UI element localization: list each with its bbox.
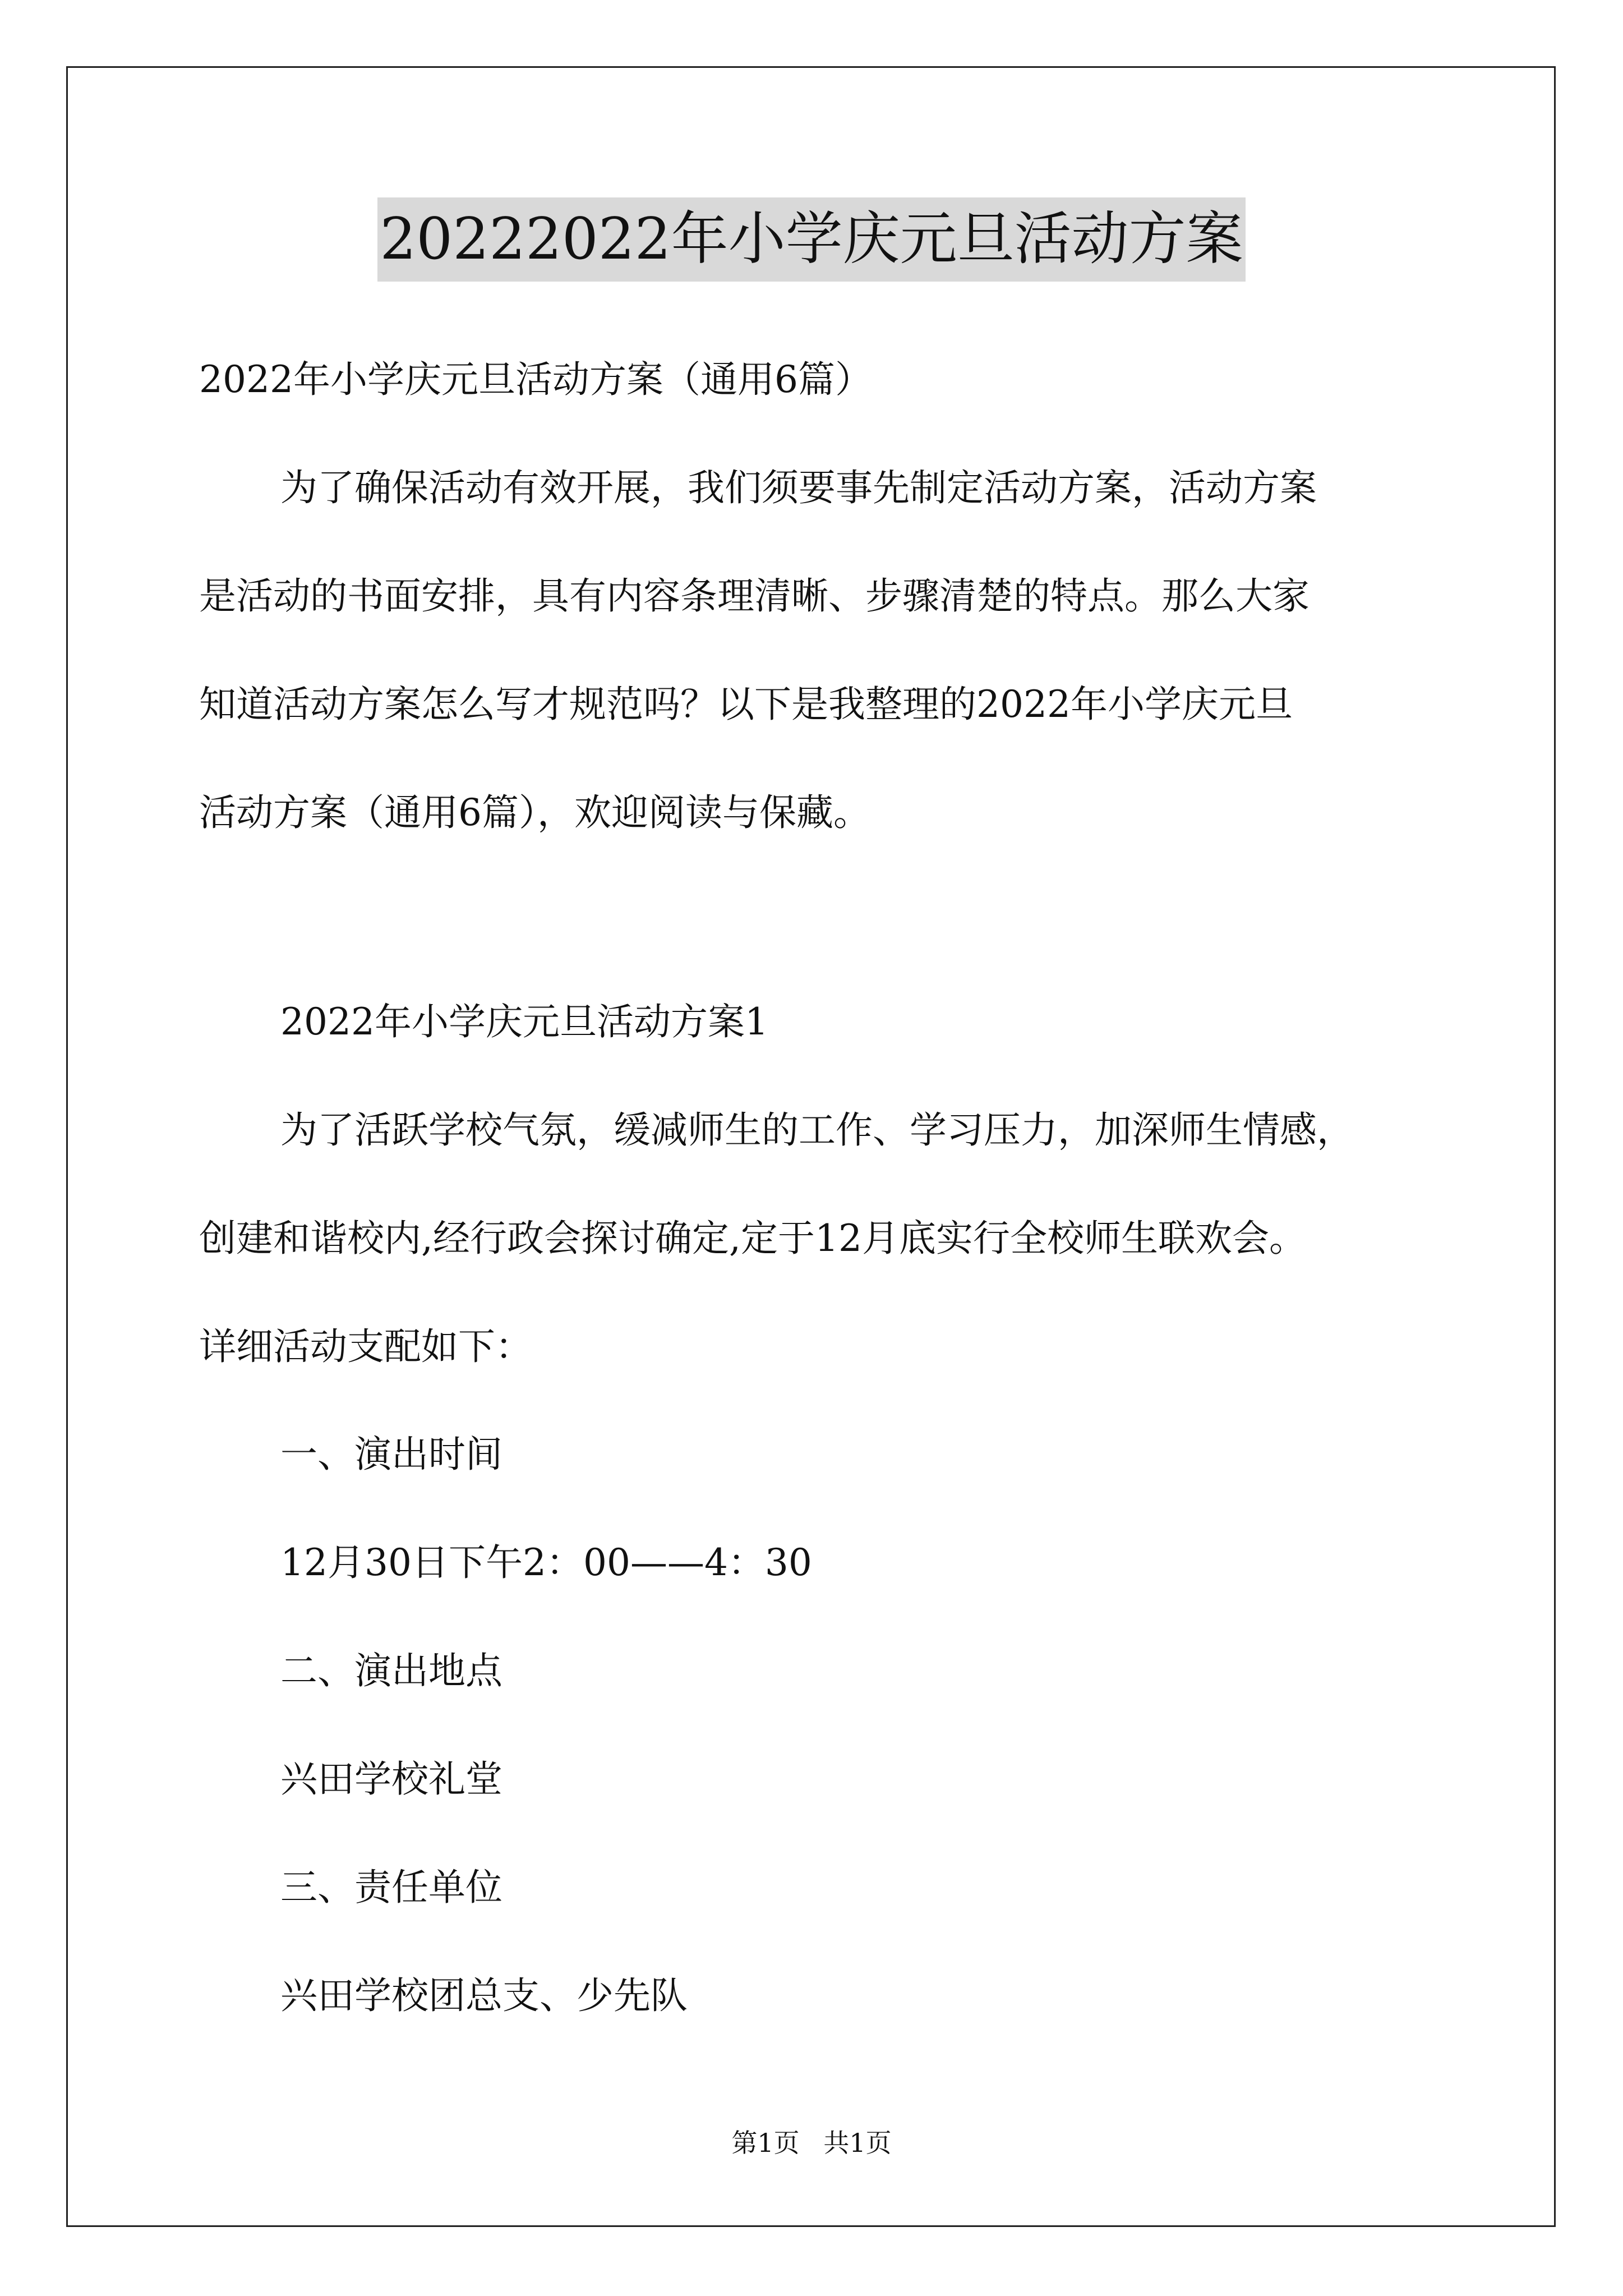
- title-block: [0, 197, 1623, 282]
- body-line: 详细活动支配如下：: [199, 1325, 532, 1368]
- intro-line: 为了确保活动有效开展，我们须要事先制定活动方案，活动方案: [280, 466, 1317, 509]
- item-heading: 二、演出地点: [280, 1649, 502, 1692]
- intro-line: 是活动的书面安排，具有内容条理清晰、步骤清楚的特点。那么大家: [199, 574, 1310, 618]
- item-heading: 一、演出时间: [280, 1433, 502, 1476]
- item-text: 12月30日下午2：00——4：30: [280, 1541, 812, 1584]
- section-heading: 2022年小学庆元旦活动方案1: [280, 1000, 768, 1043]
- item-heading: 三、责任单位: [280, 1866, 502, 1909]
- page-number: 第1页: [731, 2128, 800, 2158]
- item-text: 兴田学校团总支、少先队: [280, 1974, 688, 2017]
- document-subtitle: 2022年小学庆元旦活动方案（通用6篇）: [199, 358, 872, 401]
- page-footer: [0, 2126, 1623, 2160]
- body-line: 创建和谐校内,经行政会探讨确定,定于12月底实行全校师生联欢会。: [199, 1217, 1306, 1260]
- document-title: 20222022年小学庆元旦活动方案: [377, 197, 1245, 282]
- page-total: 共1页: [823, 2128, 892, 2158]
- item-text: 兴田学校礼堂: [280, 1757, 502, 1801]
- intro-line: 知道活动方案怎么写才规范吗？以下是我整理的2022年小学庆元旦: [199, 683, 1293, 726]
- intro-line: 活动方案（通用6篇），欢迎阅读与保藏。: [199, 791, 870, 834]
- body-line: 为了活跃学校气氛，缓减师生的工作、学习压力，加深师生情感，: [280, 1108, 1354, 1152]
